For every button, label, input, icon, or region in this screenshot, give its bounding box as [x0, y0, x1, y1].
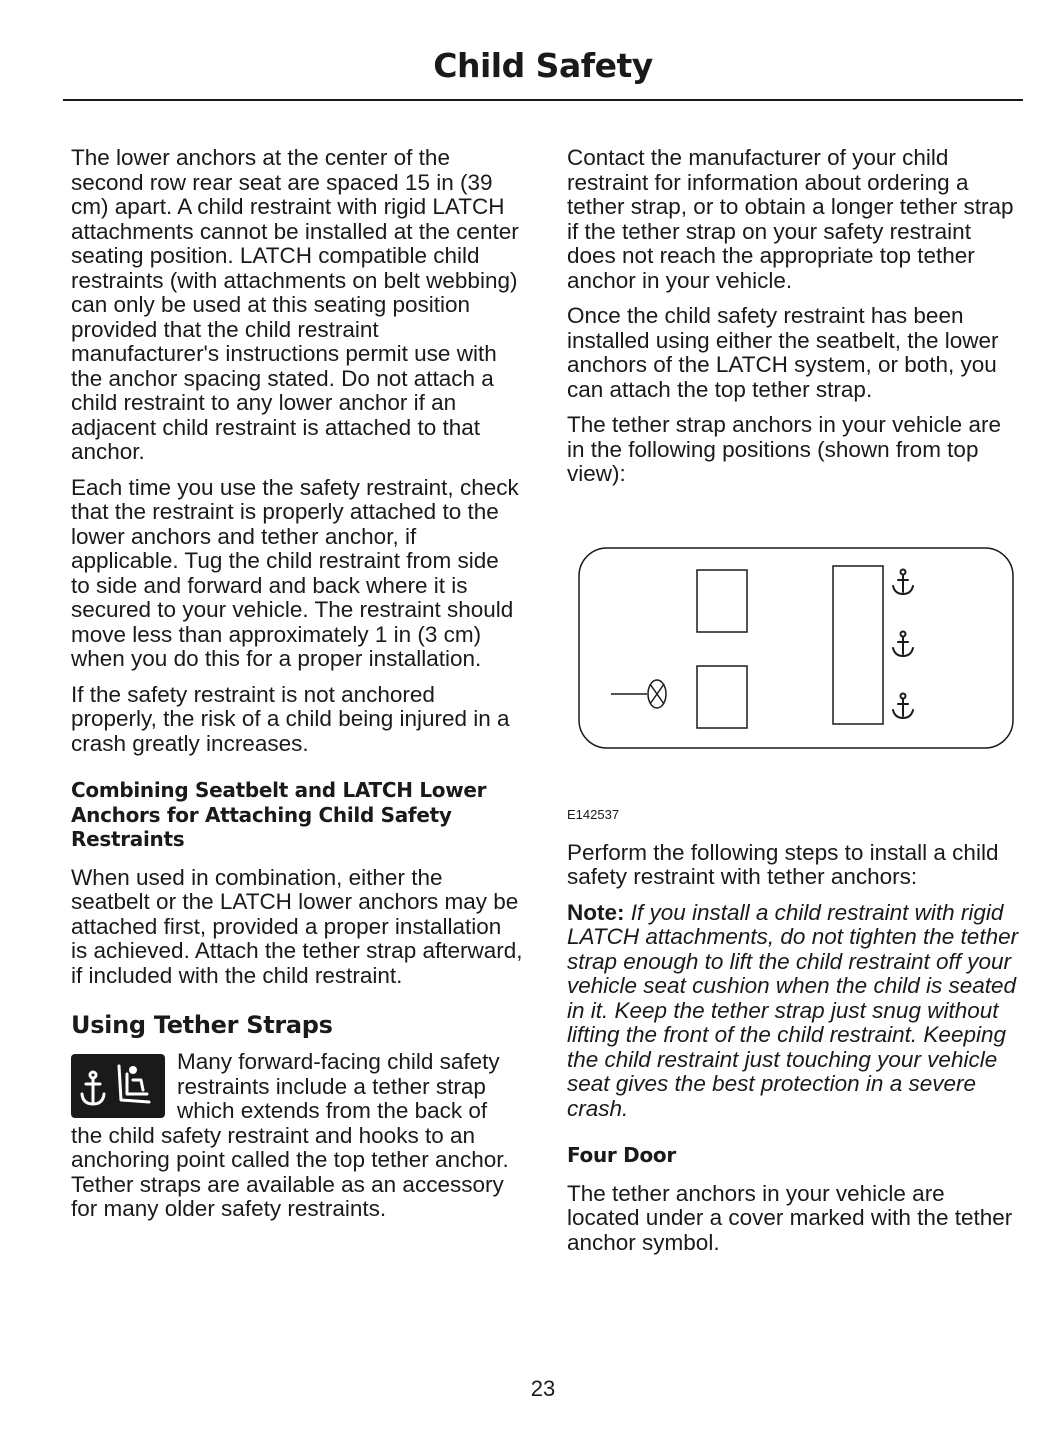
- section-heading-tether-straps: Using Tether Straps: [71, 1011, 333, 1039]
- rear-bench-seat: [833, 566, 883, 724]
- tether-anchor-position-diagram: [577, 546, 1017, 756]
- paragraph-tether-intro: Many forward-facing child safety restraints include a tether strap which extends from the back of the child safety restraint and hooks to an anchoring point called the top tether anchor. Tether straps are available as an accessory for many older safety restraints.: [71, 1049, 509, 1221]
- page-number: 23: [530, 1376, 556, 1401]
- front-seat-left: [697, 570, 747, 632]
- subheading-combining-seatbelt-latch: Combining Seatbelt and LATCH Lower Anchors for Attaching Child Safety Restraints: [71, 778, 487, 851]
- paragraph-anchor-positions: The tether strap anchors in your vehicle are in the following positions (shown from top view):: [567, 412, 1001, 486]
- page-title: Child Safety: [433, 46, 653, 85]
- right-column: [567, 146, 1019, 1266]
- note-label: Note:: [567, 899, 625, 925]
- left-column: [71, 146, 523, 1233]
- paragraph-lower-anchor-spacing: The lower anchors at the center of the second row rear seat are spaced 15 in (39 cm) apart. A child restraint with rigid LATCH attachments cannot be installed at the center seating position. LATCH compatible child restraints (with attachments on belt webbing) can only be used at this seating position provided that the child restraint manufacturer's instructions permit use with the anchor spacing stated. Do not attach a child restraint to any lower anchor if an adjacent child restraint is attached to that anchor.: [71, 145, 519, 464]
- paragraph-install-steps: Perform the following steps to install a child safety restraint with tether anchors:: [567, 839, 999, 889]
- tether-intro-block: [71, 1050, 523, 1222]
- note-paragraph: [567, 901, 1019, 1122]
- paragraph-risk-warning: If the safety restraint is not anchored properly, the risk of a child being injured in a crash greatly increases.: [71, 681, 510, 756]
- paragraph-check-restraint: Each time you use the safety restraint, check that the restraint is properly attached to the lower anchors and tether anchor, if applicable. Tug the child restraint from side to side and forward and back where it is secured to your vehicle. The restraint should move less than approximately 1 in (3 cm) when you do this for a proper installation.: [71, 474, 519, 671]
- paragraph-combination-use: When used in combination, either the seatbelt or the LATCH lower anchors may be attached first, provided a proper installation is achieved. Attach the tether strap afterward, if included with the child restraint.: [71, 864, 523, 988]
- front-seat-right: [697, 666, 747, 728]
- anchor-icon: [893, 631, 913, 656]
- paragraph-contact-manufacturer: Contact the manufacturer of your child restraint for information about ordering a tether strap, or to obtain a longer tether strap if the tether strap on your safety restraint does not reach the appropriate top tether anchor in your vehicle.: [567, 145, 1014, 293]
- subheading-four-door: Four Door: [567, 1143, 676, 1167]
- vehicle-outline: [579, 548, 1013, 748]
- paragraph-anchor-cover: The tether anchors in your vehicle are located under a cover marked with the tether anchor symbol.: [567, 1180, 1013, 1255]
- header-divider: [63, 99, 1023, 101]
- note-text: If you install a child restraint with rigid LATCH attachments, do not tighten the tether strap enough to lift the child restraint off your vehicle seat cushion when the child is seated in it. Keep the tether strap just snug without lifting the front of the child restraint. Keeping the child restraint just touching your vehicle seat gives the best protection in a severe crash.: [567, 899, 1019, 1121]
- paragraph-attach-top-tether: Once the child safety restraint has been installed using either the seatbelt, the lower anchors of the LATCH system, or both, you can attach the top tether strap.: [567, 303, 999, 402]
- figure-id: E142537: [567, 806, 620, 822]
- steering-wheel-icon: [611, 680, 666, 708]
- tether-anchor-seat-icon: [71, 1054, 165, 1118]
- anchor-icon: [893, 693, 913, 718]
- anchor-icon: [893, 569, 913, 594]
